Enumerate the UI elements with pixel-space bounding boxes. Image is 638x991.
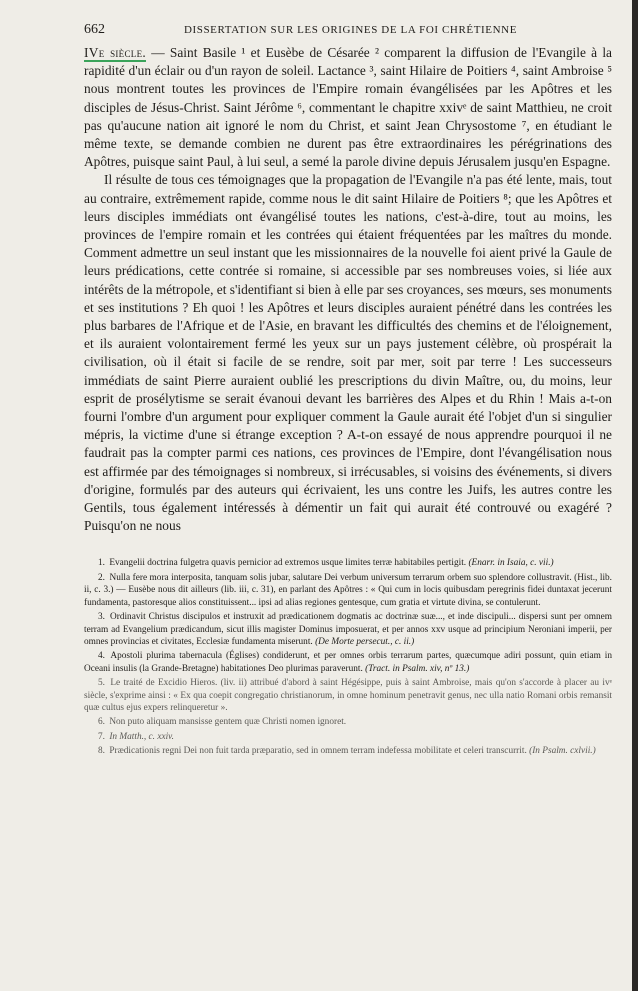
- running-header: [84, 22, 612, 38]
- footnote: [84, 677, 612, 714]
- footnote-text: Ordinavit Christus discipulos et instruxit ad prædicationem dogmatis ac doctrinæ suæ..., et inde discipuli... dispersi sunt per omnem terram ad Evangelium prædicandum, sicut illis magister Dominus imposuerat, et per annos xxv usque ad principium Neroniani imperii, per omnes provincias et civitates, Ecclesiæ fundamenta miserunt.: [84, 612, 613, 647]
- footnote: [84, 745, 612, 757]
- footnote-text: Apostoli plurima tabernacula (Églises) condiderunt, et per omnes orbis terrarum partes, quæcumque adiri possunt, quin etiam in Oceani insulis (la Grande-Bretagne) habitationes Deo plurimas paraverunt.: [84, 651, 612, 674]
- footnote-text: Evangelii doctrina fulgetra quavis pernicior ad extremos usque limites terræ habitabiles pertigit.: [109, 558, 467, 569]
- footnote-number: 3.: [98, 612, 105, 623]
- footnote-source: (Enarr. in Isaia, c. vii.): [468, 558, 554, 569]
- running-title: DISSERTATION SUR LES ORIGINES DE LA FOI CHRÉTIENNE: [183, 24, 518, 36]
- footnote-number: 4.: [98, 651, 105, 662]
- main-text: [84, 44, 612, 535]
- footnote-number: 6.: [98, 717, 105, 728]
- footnote: [84, 650, 612, 675]
- footnote-text: In Matth., c. xxiv.: [109, 731, 174, 742]
- century-heading: IVe siècle.: [84, 45, 147, 60]
- footnote-number: 2.: [98, 572, 105, 583]
- paragraph: Il résulte de tous ces témoignages que la propagation de l'Evangile n'a pas été lente, mais, tout au contraire, extrêmement rapide, comme nous le dit saint Hilaire de Poitiers ⁸; que les Apôtres et leurs disciples immédiats ont évangélisé toutes les nations, c'est-à-dire, tout au moins, les provinces de l'empire romain et les contrées qui étaient fréquentées par les maîtres du monde. Comment admettre un seul instant que les missionnaires de la nouvelle foi aient privé la Gaule de leurs prédications, cette contrée si romaine, si accessible par ses nombreuses voies, si liée aux intérêts de la métropole, et s'identifiant si bien à elle par ses croyances, ses mœurs, ses monuments et ses institutions ? Eh quoi ! les Apôtres et leurs disciples auraient pénétré dans les contrées les plus barbares de l'Afrique et de l'Asie, en bravant les difficultés des chemins et de l'éloignement, et ils auraient volontairement fermé les yeux sur un pays justement célèbre, où prospérait la civilisation, où il était si facile de se rendre, soit par mer, soit par terre ! Les successeurs immédiats de saint Pierre auraient oublié les prescriptions du divin Maître, ou, du moins, leur esprit de prosélytisme se serait évanoui devant les barrières des Alpes et du Rhin ! Mais a-t-on fourni l'ombre d'un argument pour expliquer comment la Gaule aurait été l'objet d'un si singulier mépris, la victime d'une si étrange exception ? A-t-on essayé de nous apprendre pourquoi il ne faudrait pas la compter parmi ces nations, ces provinces de l'Empire, dont l'évangélisation nous est affirmée par des témoignages si nombreux, si irrécusables, si voisins des événements, si divers d'origine, formulés par des auteurs qui écrivaient, les uns contre les Juifs, les autres contre les Gentils, tous également intéressés à démentir un fait qui aurait été controuvé ou exagéré ? Puisqu'on ne nous: [84, 172, 612, 534]
- footnote: [84, 731, 612, 743]
- footnote-source: (Tract. in Psalm. xiv, nº 13.): [365, 663, 470, 674]
- footnote: [84, 716, 612, 728]
- footnotes: [84, 557, 612, 757]
- footnote-number: 5.: [98, 678, 105, 689]
- footnote-text: Prædicationis regni Dei non fuit tarda præparatio, sed in omnem terram indefessa mobilitate et celeri transcurrit.: [109, 746, 527, 757]
- footnote-source: (De Morte persecut., c. ii.): [315, 636, 415, 647]
- footnote-text: Le traité de Excidio Hieros. (liv. ii) attribué d'abord à saint Hégésippe, puis à saint Ambroise, mais qu'on s'accorde à placer au ivᵉ siècle, s'exprime ainsi : « Ex qua coepit congregatio christianorum, in omne hominum penetravit genus, nec ulla natio Romani orbis remansit quæ cultus ejus expers relinqueretur ».: [84, 678, 613, 713]
- footnote-number: 7.: [98, 731, 105, 742]
- footnote: [84, 611, 612, 648]
- paragraph: [84, 44, 612, 171]
- page-edge-shadow: [632, 0, 638, 991]
- footnote: [84, 572, 612, 609]
- footnote-source: (In Psalm. cxlvii.): [529, 746, 596, 757]
- footnote: [84, 557, 612, 569]
- paragraph-text: — Saint Basile ¹ et Eusèbe de Césarée ² comparent la diffusion de l'Evangile à la rapidité d'un éclair ou d'un rayon de soleil. Lactance ³, saint Hilaire de Poitiers ⁴, saint Ambroise ⁵ nous montrent toutes les provinces de l'Empire romain évangélisées par les Apôtres et les disciples de Jésus-Christ. Saint Jérôme ⁶, commentant le chapitre xxivᵉ de saint Matthieu, ne croit pas qu'aucune nation ait ignoré le nom du Christ, et saint Jean Chrysostome ⁷, en étudiant le même texte, se demande combien ne durent pas être extraordinaires les pérégrinations des Apôtres, puisque saint Paul, à lui seul, a semé la parole divine depuis Jérusalem jusqu'en Espagne.: [84, 45, 612, 170]
- footnote-text: Nulla fere mora interposita, tanquam solis jubar, salutare Dei verbum universum terrarum orbem suo splendore collustravit. (Hist., lib. ii, c. 3.) — Eusèbe nous dit ailleurs (lib. iii, c. 31), en parlant des Apôtres : « Qui cum in locis quibusdam peregrinis fidei duntaxat jecerunt fundamenta, pastoresque alios constituissent... ipsi ad alias regiones gentesque, cum gratia et virtute divina, se contulerunt.: [84, 572, 612, 608]
- page-number: 662: [84, 22, 105, 37]
- footnote-text: Non puto aliquam mansisse gentem quæ Christi nomen ignoret.: [109, 717, 347, 728]
- footnote-number: 8.: [98, 746, 105, 757]
- footnote-number: 1.: [98, 558, 105, 569]
